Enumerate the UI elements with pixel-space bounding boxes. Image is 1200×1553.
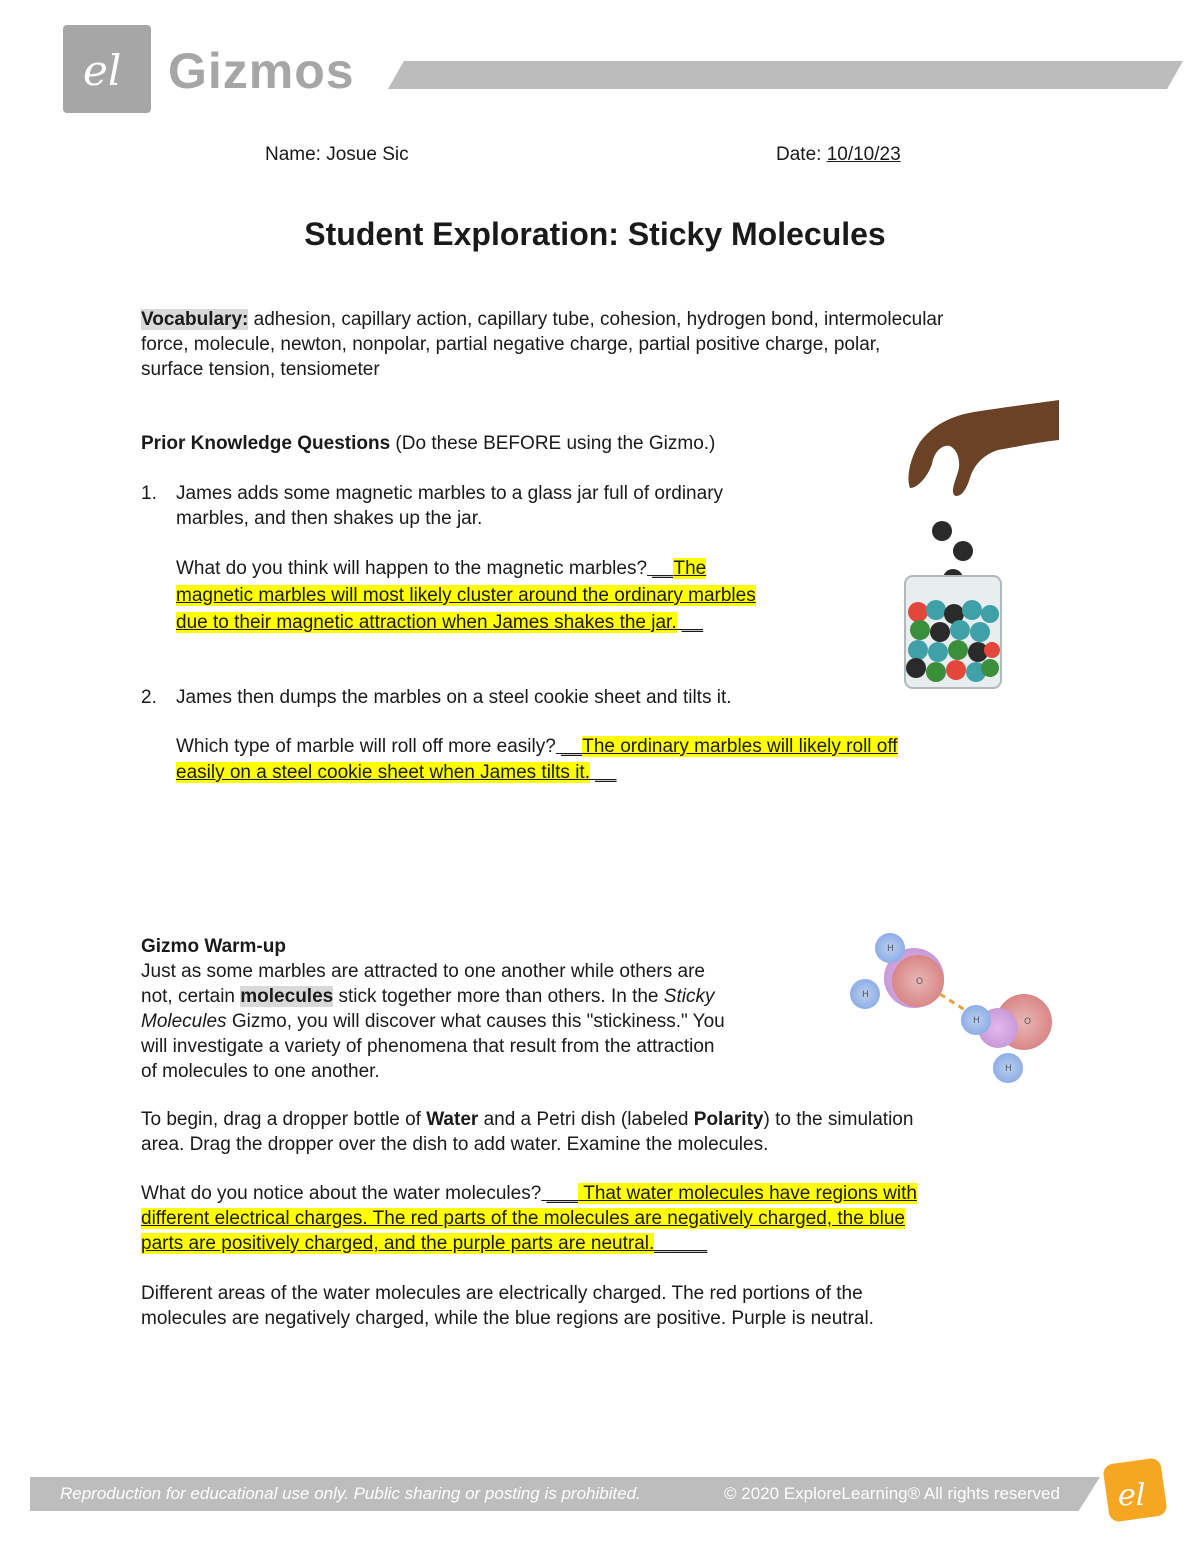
- atom-label: O: [916, 977, 924, 987]
- answer-blank: _____: [654, 1233, 708, 1254]
- warmup-text: area. Drag the dropper over the dish to add water. Examine the molecules.: [141, 1134, 769, 1155]
- vocabulary: [141, 307, 1061, 382]
- question-number: 1.: [141, 483, 157, 504]
- question-2: James then dumps the marbles on a steel cookie sheet and tilts it.: [176, 687, 732, 708]
- marble-jar-illustration: [870, 398, 1070, 698]
- question-prompt: Which type of marble will roll off more easily?: [176, 736, 556, 757]
- vocabulary-label: Vocabulary:: [141, 309, 249, 330]
- answer-text: parts are positively charged, and the purple parts are neutral.: [141, 1233, 655, 1254]
- gizmo-name: Sticky: [663, 986, 715, 1007]
- question-text: marbles, and then shakes up the jar.: [176, 508, 483, 529]
- warmup-paragraph-2: [141, 1107, 1061, 1157]
- atom-label: H: [887, 944, 894, 954]
- answer-2: [176, 734, 1036, 786]
- answer-blank: __: [676, 612, 704, 633]
- prior-heading-label: Prior Knowledge Questions: [141, 433, 391, 454]
- warmup-heading: Gizmo Warm-up: [141, 936, 286, 957]
- molecules-term: molecules: [240, 986, 334, 1007]
- vocabulary-text: adhesion, capillary action, capillary tube, cohesion, hydrogen bond, intermolecular: [248, 309, 944, 330]
- answer-blank: __: [555, 736, 583, 757]
- warmup-text: will investigate a variety of phenomena that result from the attraction: [141, 1036, 715, 1057]
- warmup-text: Just as some marbles are attracted to one another while others are: [141, 961, 705, 982]
- warmup-text: and a Petri dish (labeled: [478, 1109, 694, 1130]
- warmup-text: To begin, drag a dropper bottle of: [141, 1109, 427, 1130]
- explorelearning-footer-logo: [1100, 1455, 1170, 1525]
- student-name: Name: Josue Sic: [265, 144, 409, 165]
- date-field: [776, 142, 901, 167]
- warmup-paragraph-1: [141, 934, 821, 1084]
- answer-text: different electrical charges. The red parts of the molecules are negatively charged, the blue: [141, 1208, 905, 1229]
- warmup-text: molecules are negatively charged, while the blue regions are positive. Purple is neutral.: [141, 1308, 874, 1329]
- warmup-text: ) to the simulation: [763, 1109, 914, 1130]
- header-bar: [388, 61, 1183, 89]
- question-number: 2.: [141, 687, 157, 708]
- date-value: 10/10/23: [826, 144, 901, 165]
- svg-text:el: el: [1118, 1478, 1146, 1513]
- atom-label: H: [1005, 1064, 1012, 1074]
- atom-label: H: [973, 1016, 980, 1026]
- warmup-text: Gizmo, you will discover what causes this "stickiness." You: [226, 1011, 725, 1032]
- atom-label: H: [862, 990, 869, 1000]
- answer-text: The ordinary marbles will likely roll off: [582, 736, 898, 757]
- page-title: Student Exploration: Sticky Molecules: [304, 216, 886, 252]
- warmup-text: stick together more than others. In the: [333, 986, 664, 1007]
- answer-blank: __: [589, 762, 617, 783]
- question-prompt: What do you notice about the water molecules?: [141, 1183, 542, 1204]
- water-molecules-illustration: [846, 928, 1060, 1086]
- warmup-text: not, certain: [141, 986, 241, 1007]
- vocabulary-text: force, molecule, newton, nonpolar, partial negative charge, partial positive charge, polar,: [141, 334, 881, 355]
- answer-text: The: [673, 558, 707, 579]
- hand-illustration: [908, 400, 1059, 496]
- vocabulary-text: surface tension, tensiometer: [141, 359, 380, 380]
- glass-jar: [905, 576, 1001, 688]
- question-text: James adds some magnetic marbles to a glass jar full of ordinary: [176, 483, 724, 504]
- warmup-answer: [141, 1181, 1061, 1256]
- hydrogen-bond: [940, 994, 968, 1012]
- warmup-text: Different areas of the water molecules are electrically charged. The red portions of the: [141, 1283, 863, 1304]
- date-label: Date:: [776, 144, 827, 165]
- answer-text: easily on a steel cookie sheet when James tilts it.: [176, 762, 590, 783]
- warmup-paragraph-3: [141, 1281, 1061, 1331]
- warmup-text: of molecules to one another.: [141, 1061, 380, 1082]
- prior-heading-note: (Do these BEFORE using the Gizmo.): [390, 433, 716, 454]
- polarity-term: Polarity: [693, 1109, 764, 1130]
- question-1: [176, 481, 856, 531]
- question-prompt: What do you think will happen to the magnetic marbles?: [176, 558, 648, 579]
- footer-copyright: © 2020 ExploreLearning® All rights reserved: [724, 1484, 1060, 1503]
- explorelearning-logo: [63, 25, 151, 113]
- svg-text:el: el: [83, 46, 122, 95]
- footer-disclaimer: Reproduction for educational use only. Public sharing or posting is prohibited.: [60, 1484, 641, 1503]
- brand-wordmark: Gizmos: [168, 43, 355, 99]
- atom-label: O: [1024, 1017, 1032, 1027]
- answer-text: due to their magnetic attraction when James shakes the jar.: [176, 612, 677, 633]
- gizmo-name: Molecules: [141, 1011, 227, 1032]
- answer-blank: __: [647, 558, 674, 579]
- answer-blank: ___: [541, 1183, 579, 1204]
- answer-text: That water molecules have regions with: [578, 1183, 917, 1204]
- answer-text: magnetic marbles will most likely cluster around the ordinary marbles: [176, 585, 756, 606]
- water-term: Water: [426, 1109, 479, 1130]
- answer-1: [176, 555, 876, 636]
